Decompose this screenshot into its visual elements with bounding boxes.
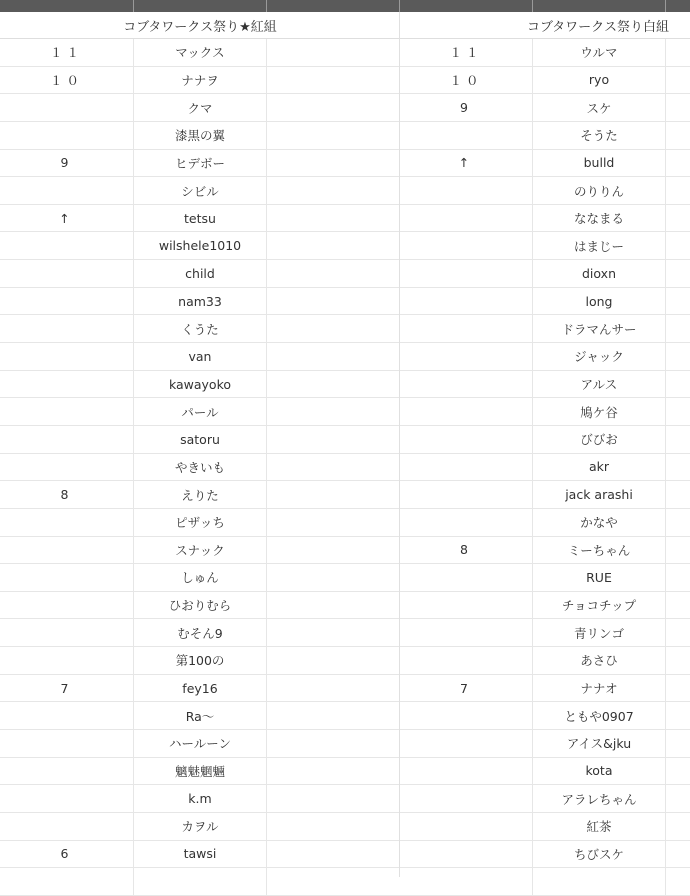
- table-row: [0, 868, 400, 896]
- player-name-cell: しゅん: [133, 564, 266, 591]
- empty-cell: [665, 343, 690, 370]
- player-name-cell: ドラマんサー: [532, 315, 665, 342]
- player-name-cell: ジャック: [532, 343, 665, 370]
- score-cell: [400, 315, 532, 342]
- player-name-cell: ryo: [532, 67, 665, 94]
- player-name-cell: ピザッち: [133, 509, 266, 536]
- player-name-cell: やきいも: [133, 454, 266, 481]
- score-cell: ↑: [59, 210, 74, 226]
- white-team-rows: [400, 39, 690, 896]
- table-row: [0, 343, 400, 371]
- table-row: [400, 205, 690, 233]
- empty-cell: [266, 426, 400, 453]
- score-cell: [0, 288, 133, 315]
- score-cell: [0, 509, 133, 536]
- table-row: [0, 619, 400, 647]
- empty-cell: [266, 454, 400, 481]
- empty-cell: [266, 730, 400, 757]
- header-divider: [532, 0, 533, 12]
- empty-cell: [266, 841, 400, 868]
- table-row: [0, 592, 400, 620]
- table-row: [400, 730, 690, 758]
- empty-cell: [266, 813, 400, 840]
- score-cell: １０: [49, 72, 83, 88]
- table-row: [400, 758, 690, 786]
- red-team-rows: [0, 39, 400, 896]
- score-cell: [400, 481, 532, 508]
- score-cell: [0, 371, 133, 398]
- player-name-cell: 鳩ケ谷: [532, 398, 665, 425]
- player-name-cell: マックス: [133, 39, 266, 66]
- empty-cell: [665, 509, 690, 536]
- score-cell: １１: [49, 45, 83, 61]
- score-cell: [400, 647, 532, 674]
- empty-cell: [266, 122, 400, 149]
- empty-cell: [665, 315, 690, 342]
- empty-cell: [266, 205, 400, 232]
- player-name-cell: くうた: [133, 315, 266, 342]
- score-cell: [0, 813, 133, 840]
- score-cell: １１: [449, 45, 483, 61]
- score-cell: [400, 758, 532, 785]
- score-cell: [0, 177, 133, 204]
- table-row: [0, 675, 400, 703]
- empty-cell: [266, 509, 400, 536]
- player-name-cell: nam33: [133, 288, 266, 315]
- score-cell: [0, 122, 133, 149]
- table-row: [0, 177, 400, 205]
- score-cell: [0, 343, 133, 370]
- table-row: [400, 150, 690, 178]
- score-cell: [400, 122, 532, 149]
- table-row: [400, 315, 690, 343]
- player-name-cell: ひおりむら: [133, 592, 266, 619]
- table-row: [0, 122, 400, 150]
- table-row: [400, 647, 690, 675]
- player-name-cell: アルス: [532, 371, 665, 398]
- score-cell: [400, 426, 532, 453]
- header-divider: [266, 0, 267, 12]
- table-row: [0, 730, 400, 758]
- empty-cell: [266, 398, 400, 425]
- score-cell: [0, 758, 133, 785]
- score-cell: 9: [460, 100, 472, 116]
- score-cell: [0, 537, 133, 564]
- empty-cell: [665, 398, 690, 425]
- empty-cell: [665, 564, 690, 591]
- player-name-cell: ナナオ: [532, 675, 665, 702]
- table-row: [400, 343, 690, 371]
- player-name-cell: van: [133, 343, 266, 370]
- score-cell: ↑: [458, 155, 474, 171]
- player-name-cell: そうた: [532, 122, 665, 149]
- empty-cell: [665, 232, 690, 259]
- score-cell: [400, 730, 532, 757]
- player-name-cell: jack arashi: [532, 481, 665, 508]
- player-name-cell: むそん9: [133, 619, 266, 646]
- score-cell: 8: [60, 487, 73, 503]
- table-row: [0, 315, 400, 343]
- player-name-cell: スケ: [532, 94, 665, 121]
- score-cell: 6: [60, 846, 73, 862]
- empty-cell: [665, 39, 690, 66]
- score-cell: [0, 232, 133, 259]
- table-row: [0, 841, 400, 869]
- score-cell: 9: [60, 155, 73, 171]
- table-row: [0, 39, 400, 67]
- table-row: [400, 39, 690, 67]
- player-name-cell: パール: [133, 398, 266, 425]
- table-row: [0, 371, 400, 399]
- player-name-cell: 魑魅魍魎: [133, 758, 266, 785]
- empty-cell: [266, 260, 400, 287]
- empty-cell: [665, 758, 690, 785]
- score-cell: [0, 619, 133, 646]
- player-name-cell: kota: [532, 758, 665, 785]
- score-cell: [400, 454, 532, 481]
- player-name-cell: スナック: [133, 537, 266, 564]
- score-cell: [400, 509, 532, 536]
- player-name-cell: ななまる: [532, 205, 665, 232]
- player-name-cell: あさひ: [532, 647, 665, 674]
- empty-cell: [266, 288, 400, 315]
- header-divider: [665, 0, 666, 12]
- empty-cell: [665, 177, 690, 204]
- score-cell: [400, 813, 532, 840]
- player-name-cell: tetsu: [133, 205, 266, 232]
- player-name-cell: [532, 868, 665, 895]
- table-row: [0, 758, 400, 786]
- player-name-cell: kawayoko: [133, 371, 266, 398]
- score-cell: [0, 398, 133, 425]
- score-cell: [0, 564, 133, 591]
- empty-cell: [665, 675, 690, 702]
- score-cell: [0, 730, 133, 757]
- score-cell: [400, 205, 532, 232]
- player-name-cell: アラレちゃん: [532, 785, 665, 812]
- score-cell: [0, 647, 133, 674]
- table-row: [400, 232, 690, 260]
- empty-cell: [665, 841, 690, 868]
- table-row: [0, 232, 400, 260]
- table-row: [0, 454, 400, 482]
- score-cell: [0, 868, 133, 895]
- empty-cell: [665, 647, 690, 674]
- table-row: [400, 371, 690, 399]
- table-row: [400, 564, 690, 592]
- player-name-cell: えりた: [133, 481, 266, 508]
- empty-cell: [266, 371, 400, 398]
- score-cell: 7: [460, 680, 472, 696]
- player-name-cell: ミーちゃん: [532, 537, 665, 564]
- table-row: [400, 785, 690, 813]
- table-row: [400, 122, 690, 150]
- score-cell: [400, 619, 532, 646]
- empty-cell: [266, 343, 400, 370]
- red-team-table: [0, 12, 400, 896]
- empty-cell: [266, 758, 400, 785]
- empty-cell: [665, 260, 690, 287]
- white-team-title: コブタワークス祭り白組: [400, 12, 690, 39]
- table-row: [0, 481, 400, 509]
- score-cell: [400, 232, 532, 259]
- empty-cell: [266, 675, 400, 702]
- score-cell: [0, 94, 133, 121]
- player-name-cell: アイス&jku: [532, 730, 665, 757]
- empty-cell: [266, 702, 400, 729]
- empty-cell: [665, 730, 690, 757]
- table-row: [0, 67, 400, 95]
- empty-cell: [266, 564, 400, 591]
- player-name-cell: tawsi: [133, 841, 266, 868]
- empty-cell: [266, 315, 400, 342]
- empty-cell: [266, 619, 400, 646]
- player-name-cell: かなや: [532, 509, 665, 536]
- table-row: [0, 702, 400, 730]
- table-row: [400, 398, 690, 426]
- score-cell: 8: [460, 542, 472, 558]
- player-name-cell: 漆黒の翼: [133, 122, 266, 149]
- table-row: [400, 288, 690, 316]
- table-row: [400, 481, 690, 509]
- player-name-cell: 第100の: [133, 647, 266, 674]
- table-row: [400, 868, 690, 896]
- white-team-table: [400, 12, 690, 896]
- score-cell: [400, 260, 532, 287]
- table-row: [0, 509, 400, 537]
- player-name-cell: k.m: [133, 785, 266, 812]
- table-row: [0, 785, 400, 813]
- score-cell: [0, 454, 133, 481]
- empty-cell: [665, 426, 690, 453]
- player-name-cell: dioxn: [532, 260, 665, 287]
- empty-cell: [665, 67, 690, 94]
- score-cell: 7: [60, 680, 73, 696]
- player-name-cell: bulld: [532, 150, 665, 177]
- player-name-cell: びびお: [532, 426, 665, 453]
- player-name-cell: child: [133, 260, 266, 287]
- player-name-cell: シビル: [133, 177, 266, 204]
- empty-cell: [665, 537, 690, 564]
- empty-cell: [665, 150, 690, 177]
- empty-cell: [665, 94, 690, 121]
- empty-cell: [665, 592, 690, 619]
- empty-cell: [665, 205, 690, 232]
- empty-cell: [665, 702, 690, 729]
- table-row: [400, 454, 690, 482]
- table-row: [0, 647, 400, 675]
- empty-cell: [665, 122, 690, 149]
- score-cell: [0, 260, 133, 287]
- score-cell: １０: [449, 72, 483, 88]
- empty-cell: [266, 785, 400, 812]
- empty-cell: [266, 39, 400, 66]
- empty-cell: [665, 619, 690, 646]
- score-cell: [400, 343, 532, 370]
- empty-cell: [665, 371, 690, 398]
- empty-cell: [665, 868, 690, 895]
- header-divider: [399, 0, 400, 12]
- table-row: [400, 702, 690, 730]
- score-cell: [0, 426, 133, 453]
- header-divider: [133, 0, 134, 12]
- table-row: [0, 813, 400, 841]
- table-row: [0, 205, 400, 233]
- empty-cell: [266, 537, 400, 564]
- score-cell: [0, 702, 133, 729]
- table-row: [400, 592, 690, 620]
- player-name-cell: ヒデボー: [133, 150, 266, 177]
- empty-cell: [266, 592, 400, 619]
- score-cell: [400, 398, 532, 425]
- empty-cell: [665, 454, 690, 481]
- score-cell: [400, 702, 532, 729]
- table-row: [400, 675, 690, 703]
- score-cell: [400, 177, 532, 204]
- empty-cell: [266, 150, 400, 177]
- player-name-cell: ちびスケ: [532, 841, 665, 868]
- player-name-cell: [133, 868, 266, 895]
- player-name-cell: RUE: [532, 564, 665, 591]
- score-cell: [400, 785, 532, 812]
- empty-cell: [665, 813, 690, 840]
- table-row: [400, 509, 690, 537]
- table-row: [0, 564, 400, 592]
- table-row: [400, 813, 690, 841]
- player-name-cell: ウルマ: [532, 39, 665, 66]
- player-name-cell: satoru: [133, 426, 266, 453]
- player-name-cell: long: [532, 288, 665, 315]
- table-row: [0, 288, 400, 316]
- player-name-cell: クマ: [133, 94, 266, 121]
- score-cell: [400, 592, 532, 619]
- player-name-cell: チョコチップ: [532, 592, 665, 619]
- table-row: [400, 841, 690, 869]
- table-row: [400, 260, 690, 288]
- red-team-title: コブタワークス祭り★紅組: [0, 12, 400, 39]
- empty-cell: [266, 67, 400, 94]
- score-cell: [400, 371, 532, 398]
- empty-cell: [665, 785, 690, 812]
- player-name-cell: ハールーン: [133, 730, 266, 757]
- table-row: [0, 260, 400, 288]
- empty-cell: [266, 647, 400, 674]
- score-cell: [400, 841, 532, 868]
- empty-cell: [266, 94, 400, 121]
- player-name-cell: 青リンゴ: [532, 619, 665, 646]
- table-row: [400, 177, 690, 205]
- score-cell: [0, 785, 133, 812]
- empty-cell: [266, 868, 400, 895]
- player-name-cell: カヲル: [133, 813, 266, 840]
- score-cell: [400, 564, 532, 591]
- table-row: [400, 537, 690, 565]
- table-row: [400, 67, 690, 95]
- table-row: [0, 426, 400, 454]
- score-cell: [400, 868, 532, 895]
- player-name-cell: fey16: [133, 675, 266, 702]
- table-row: [0, 94, 400, 122]
- score-cell: [0, 315, 133, 342]
- empty-cell: [665, 288, 690, 315]
- empty-cell: [266, 177, 400, 204]
- table-row: [400, 619, 690, 647]
- score-cell: [0, 592, 133, 619]
- player-name-cell: akr: [532, 454, 665, 481]
- table-row: [0, 537, 400, 565]
- empty-cell: [266, 481, 400, 508]
- player-name-cell: のりりん: [532, 177, 665, 204]
- empty-cell: [266, 232, 400, 259]
- score-cell: [400, 288, 532, 315]
- player-name-cell: ともや0907: [532, 702, 665, 729]
- player-name-cell: 紅茶: [532, 813, 665, 840]
- player-name-cell: はまじー: [532, 232, 665, 259]
- empty-cell: [665, 481, 690, 508]
- table-row: [400, 426, 690, 454]
- player-name-cell: Ra〜: [133, 702, 266, 729]
- table-row: [400, 94, 690, 122]
- player-name-cell: wilshele1010: [133, 232, 266, 259]
- table-top-header-bar: [0, 0, 690, 12]
- player-name-cell: ナナヲ: [133, 67, 266, 94]
- table-row: [0, 150, 400, 178]
- table-row: [0, 398, 400, 426]
